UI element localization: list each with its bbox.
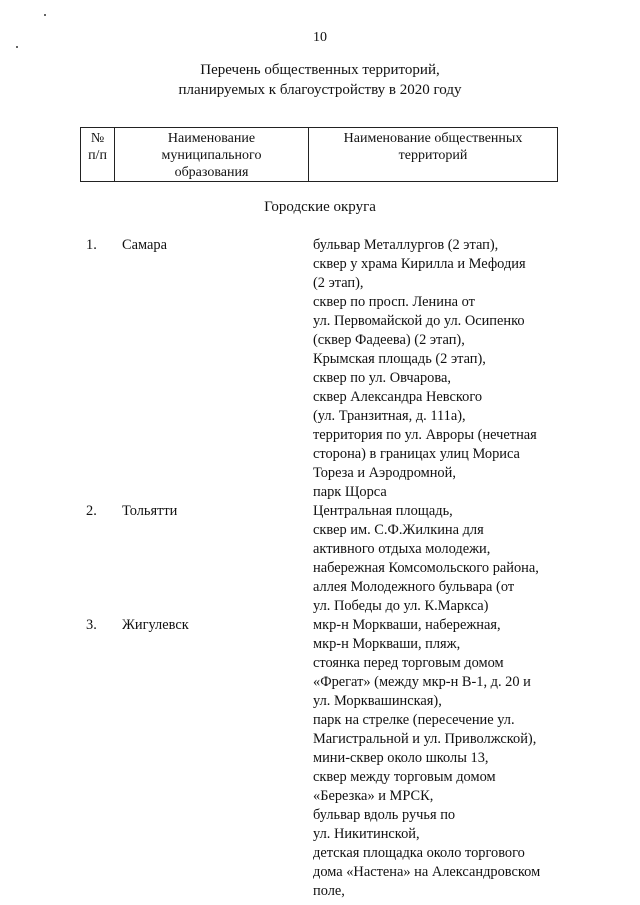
territory-line: парк Щорса	[313, 484, 387, 500]
list-item	[0, 236, 640, 502]
header-text: территорий	[398, 148, 468, 163]
territory-line: Крымская площадь (2 этап),	[313, 351, 486, 367]
page-number: 10	[313, 30, 327, 45]
territory-line: мини-сквер около школы 13,	[313, 750, 489, 766]
header-text: №	[90, 131, 105, 146]
territory-line: сквер между торговым домом	[313, 769, 496, 785]
list-item	[0, 502, 640, 616]
municipality-name: Жигулевск	[122, 617, 189, 633]
territory-line: ул. Первомайской до ул. Осипенко	[313, 313, 525, 329]
header-text: Наименование общественных	[343, 131, 523, 146]
territory-line: ул. Никитинской,	[313, 826, 420, 842]
territory-line: стоянка перед торговым домом	[313, 655, 504, 671]
territory-line: «Фрегат» (между мкр-н В-1, д. 20 и	[313, 674, 531, 690]
header-row	[81, 128, 558, 182]
territory-line: набережная Комсомольского района,	[313, 560, 539, 576]
territory-line: мкр-н Моркваши, набережная,	[313, 617, 501, 633]
territory-line: ул. Победы до ул. К.Маркса)	[313, 598, 489, 614]
territory-line: бульвар Металлургов (2 этап),	[313, 237, 499, 253]
entry-number: 1.	[86, 237, 97, 253]
header-cell-territory	[309, 128, 558, 182]
territory-line: Магистральной и ул. Приволжской),	[313, 731, 537, 747]
territory-line: аллея Молодежного бульвара (от	[313, 579, 515, 595]
territory-line: Тореза и Аэродромной,	[313, 465, 456, 481]
territory-lines	[313, 502, 633, 616]
scan-speck	[44, 14, 46, 16]
title-line: Перечень общественных территорий,	[200, 62, 440, 78]
territory-line: дома «Настена» на Александровском	[313, 864, 541, 880]
territory-line: сквер по ул. Овчарова,	[313, 370, 451, 386]
municipality-name: Тольятти	[122, 503, 178, 519]
territory-line: активного отдыха молодежи,	[313, 541, 491, 557]
municipality-name: Самара	[122, 237, 167, 253]
territory-line: (ул. Транзитная, д. 111а),	[313, 408, 466, 424]
scan-speck	[16, 46, 18, 48]
territory-line: сквер им. С.Ф.Жилкина для	[313, 522, 484, 538]
header-text: муниципального	[161, 148, 262, 163]
header-text: Наименование	[167, 131, 256, 146]
territory-line: парк на стрелке (пересечение ул.	[313, 712, 515, 728]
territory-line: сквер Александра Невского	[313, 389, 483, 405]
territory-line: мкр-н Моркваши, пляж,	[313, 636, 461, 652]
entry-number: 3.	[86, 617, 97, 633]
territory-line: (2 этап),	[313, 275, 364, 291]
territory-line: ул. Морквашинская),	[313, 693, 442, 709]
territory-lines	[313, 236, 633, 502]
territory-line: бульвар вдоль ручья по	[313, 807, 456, 823]
territory-line: сквер по просп. Ленина от	[313, 294, 475, 310]
territory-line: детская площадка около торгового	[313, 845, 525, 861]
header-text: образования	[174, 165, 249, 180]
territory-line: сторона) в границах улиц Мориса	[313, 446, 520, 462]
territory-line: «Березка» и МРСК,	[313, 788, 434, 804]
territory-line: поле,	[313, 883, 345, 899]
territory-line: сквер у храма Кирилла и Мефодия	[313, 256, 526, 272]
header-text: п/п	[88, 148, 107, 163]
list-item	[0, 616, 640, 901]
header-table	[80, 127, 558, 182]
header-cell-municipality	[115, 128, 309, 182]
entry-number: 2.	[86, 503, 97, 519]
territory-lines	[313, 616, 633, 901]
territory-list	[0, 236, 640, 901]
territory-line: (сквер Фадеева) (2 этап),	[313, 332, 465, 348]
territory-line: Центральная площадь,	[313, 503, 453, 519]
section-heading: Городские округа	[264, 199, 376, 215]
title-line: планируемых к благоустройству в 2020 году	[178, 82, 462, 98]
territory-line: территория по ул. Авроры (нечетная	[313, 427, 537, 443]
header-cell-number	[81, 128, 115, 182]
document-title	[0, 60, 640, 100]
